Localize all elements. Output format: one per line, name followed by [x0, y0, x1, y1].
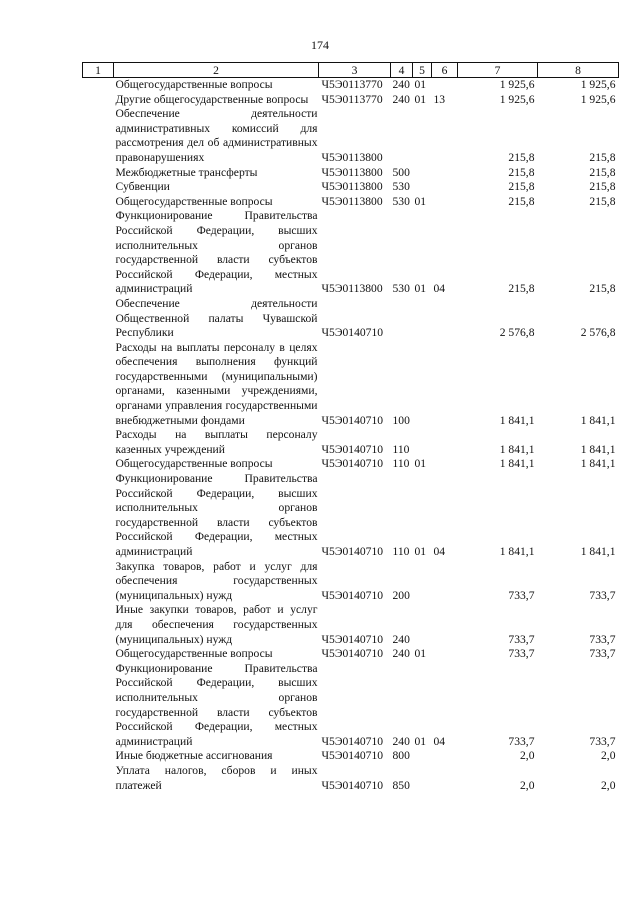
row-name-cell: Расходы на выплаты персоналу казенных учреждений: [115, 428, 318, 456]
row-name-cell: Обеспечение деятельности Общественной палаты Чувашской Республики: [115, 296, 318, 340]
row-name-cell: Общегосударственные вопросы: [115, 647, 273, 661]
row-number-cell: [83, 428, 114, 457]
row-value-7-cell: 1 841,1: [499, 545, 535, 558]
row-pr-cell: [432, 341, 458, 429]
row-name-cell: Субвенции: [115, 180, 170, 194]
row-code-cell: Ч5Э0113800: [321, 180, 383, 194]
row-number-cell: [83, 195, 114, 210]
row-name-cell: Иные закупки товаров, работ и услуг для обеспечения государственных (муниципальных) нужд: [115, 603, 318, 646]
column-header: 6: [432, 63, 458, 78]
row-value-7-cell: 215,8: [508, 194, 535, 208]
row-value-7-cell: 215,8: [508, 180, 535, 194]
row-rz-cell: [413, 180, 432, 195]
row-value-7-cell: 1 841,1: [499, 413, 535, 427]
row-rz-cell: [413, 764, 432, 793]
row-pr-cell: [432, 78, 458, 93]
table-row: [83, 107, 619, 165]
row-value-7-cell: 2,0: [520, 778, 535, 792]
row-pr-cell: 04: [433, 545, 446, 558]
table-header: [83, 63, 619, 78]
column-header: 1: [83, 63, 114, 78]
row-pr-cell: 13: [433, 92, 446, 106]
column-header: 8: [538, 63, 619, 78]
row-pr-cell: [432, 195, 458, 210]
row-code-cell: Ч5Э0140710: [321, 588, 384, 602]
row-value-8-cell: 2,0: [601, 778, 616, 792]
row-number-cell: [83, 764, 114, 793]
row-code-cell: Ч5Э0140710: [321, 413, 384, 427]
row-rz-cell: [413, 297, 432, 341]
row-value-8-cell: 733,7: [589, 632, 616, 646]
row-vr-cell: 530: [392, 180, 410, 194]
table-row: [83, 662, 619, 750]
column-header: 5: [413, 63, 432, 78]
row-number-cell: [83, 647, 114, 662]
table-row: [83, 749, 619, 764]
row-value-7-cell: 1 841,1: [499, 442, 535, 456]
row-rz-cell: [413, 428, 432, 457]
row-rz-cell: [413, 603, 432, 647]
row-value-8-cell: 2 576,8: [580, 326, 616, 340]
row-pr-cell: [432, 560, 458, 604]
row-vr-cell: 530: [392, 194, 410, 208]
row-value-8-cell: 1 841,1: [580, 442, 616, 456]
row-value-8-cell: 733,7: [589, 588, 616, 602]
row-rz-cell: 01: [414, 647, 427, 661]
column-header: 7: [458, 63, 538, 78]
row-code-cell: Ч5Э0113800: [321, 282, 383, 296]
row-name-cell: Другие общегосударственные вопросы: [115, 92, 309, 106]
column-header: 3: [319, 63, 391, 78]
row-name-cell: Иные бюджетные ассигнования: [115, 749, 273, 763]
row-value-8-cell: 215,8: [589, 180, 616, 194]
row-vr-cell: [391, 297, 413, 341]
row-value-8-cell: 1 841,1: [580, 545, 616, 558]
row-number-cell: [83, 472, 114, 560]
row-vr-cell: 240: [392, 632, 410, 646]
row-value-7-cell: 733,7: [508, 647, 535, 661]
row-code-cell: Ч5Э0113770: [321, 92, 383, 106]
row-value-8-cell: 733,7: [589, 734, 616, 748]
table-row: [83, 341, 619, 429]
row-rz-cell: 01: [414, 545, 427, 558]
table-body: [83, 78, 619, 794]
row-vr-cell: 850: [392, 778, 410, 792]
row-vr-cell: [391, 107, 413, 165]
row-pr-cell: [432, 107, 458, 165]
row-code-cell: Ч5Э0113800: [321, 150, 383, 164]
table-row: [83, 78, 619, 93]
table-row: [83, 647, 619, 662]
row-value-7-cell: 2 576,8: [499, 326, 535, 340]
table-row: [83, 93, 619, 108]
row-rz-cell: 01: [414, 457, 427, 471]
row-code-cell: Ч5Э0140710: [321, 632, 384, 646]
row-vr-cell: 110: [392, 457, 410, 471]
row-number-cell: [83, 107, 114, 165]
row-pr-cell: [432, 603, 458, 647]
row-code-cell: Ч5Э0113800: [321, 194, 383, 208]
row-vr-cell: 800: [392, 749, 410, 763]
row-rz-cell: [413, 166, 432, 181]
row-value-8-cell: 733,7: [589, 647, 616, 661]
row-name-cell: Функционирование Правительства Российской Федерации, высших исполнительных органов государственной власти субъектов Российской Федерации, местных администраций: [115, 661, 318, 748]
row-pr-cell: [432, 166, 458, 181]
row-code-cell: Ч5Э0140710: [321, 442, 384, 456]
row-code-cell: Ч5Э0140710: [321, 734, 384, 748]
row-number-cell: [83, 78, 114, 93]
row-number-cell: [83, 749, 114, 764]
row-name-cell: Функционирование Правительства Российской Федерации, высших исполнительных органов государственной власти субъектов Российской Федерации, местных администраций: [115, 209, 318, 296]
row-value-8-cell: 2,0: [601, 749, 616, 763]
row-vr-cell: 200: [392, 588, 410, 602]
table-row: [83, 166, 619, 181]
row-pr-cell: 04: [433, 734, 446, 748]
row-rz-cell: [413, 560, 432, 604]
row-value-7-cell: 215,8: [508, 282, 535, 296]
budget-table: [82, 62, 619, 793]
row-number-cell: [83, 166, 114, 181]
table-row: [83, 457, 619, 472]
row-number-cell: [83, 209, 114, 297]
row-code-cell: Ч5Э0140710: [321, 749, 384, 763]
row-vr-cell: 240: [392, 734, 410, 748]
row-value-7-cell: 215,8: [508, 150, 535, 164]
row-value-7-cell: 215,8: [508, 165, 535, 179]
row-rz-cell: [413, 107, 432, 165]
row-value-8-cell: 1 925,6: [580, 92, 616, 106]
column-header: 2: [114, 63, 319, 78]
row-name-cell: Функционирование Правительства Российской Федерации, высших исполнительных органов государственной власти субъектов Российской Федерации, местных администраций: [115, 472, 318, 558]
row-rz-cell: 01: [414, 194, 427, 208]
table-row: [83, 209, 619, 297]
row-name-cell: Общегосударственные вопросы: [115, 194, 273, 208]
row-code-cell: Ч5Э0140710: [321, 457, 384, 471]
row-number-cell: [83, 603, 114, 647]
row-vr-cell: 100: [392, 413, 410, 427]
row-code-cell: Ч5Э0113800: [321, 165, 383, 179]
row-rz-cell: 01: [414, 282, 427, 296]
row-number-cell: [83, 457, 114, 472]
row-pr-cell: [432, 428, 458, 457]
header-row: [83, 63, 619, 78]
row-code-cell: Ч5Э0140710: [321, 647, 384, 661]
row-rz-cell: 01: [414, 78, 427, 91]
row-name-cell: Обеспечение деятельности административных комиссий для рассмотрения дел об административных правонарушениях: [115, 107, 318, 164]
row-value-8-cell: 215,8: [589, 194, 616, 208]
row-code-cell: Ч5Э0140710: [321, 545, 384, 558]
row-value-7-cell: 1 841,1: [499, 457, 535, 471]
row-pr-cell: 04: [433, 282, 446, 296]
row-code-cell: Ч5Э0113770: [321, 78, 383, 91]
row-pr-cell: [432, 457, 458, 472]
row-code-cell: Ч5Э0140710: [321, 778, 384, 792]
table-row: [83, 195, 619, 210]
row-pr-cell: [432, 180, 458, 195]
row-value-8-cell: 215,8: [589, 165, 616, 179]
table-row: [83, 428, 619, 457]
row-value-8-cell: 1 925,6: [580, 78, 616, 91]
row-vr-cell: 500: [392, 165, 410, 179]
row-vr-cell: 240: [392, 647, 410, 661]
row-number-cell: [83, 93, 114, 108]
row-number-cell: [83, 560, 114, 604]
row-code-cell: Ч5Э0140710: [321, 326, 384, 340]
row-vr-cell: 110: [392, 442, 410, 456]
row-value-8-cell: 215,8: [589, 150, 616, 164]
row-pr-cell: [432, 647, 458, 662]
row-pr-cell: [432, 764, 458, 793]
row-value-7-cell: 733,7: [508, 734, 535, 748]
row-vr-cell: 240: [392, 78, 410, 91]
row-number-cell: [83, 662, 114, 750]
table-row: [83, 472, 619, 560]
row-number-cell: [83, 180, 114, 195]
row-name-cell: Уплата налогов, сборов и иных платежей: [115, 763, 318, 792]
row-name-cell: Межбюджетные трансферты: [115, 165, 258, 179]
row-rz-cell: [413, 749, 432, 764]
table-row: [83, 180, 619, 195]
table-row: [83, 560, 619, 604]
table-row: [83, 297, 619, 341]
row-value-7-cell: 733,7: [508, 632, 535, 646]
row-name-cell: Закупка товаров, работ и услуг для обеспечения государственных (муниципальных) нужд: [115, 559, 318, 602]
table-row: [83, 603, 619, 647]
row-number-cell: [83, 341, 114, 429]
row-value-7-cell: 1 925,6: [499, 92, 535, 106]
row-rz-cell: 01: [414, 734, 427, 748]
row-value-7-cell: 1 925,6: [499, 78, 535, 91]
row-value-8-cell: 215,8: [589, 282, 616, 296]
row-value-7-cell: 733,7: [508, 588, 535, 602]
row-name-cell: Расходы на выплаты персоналу в целях обеспечения выполнения функций государственными (муниципальными) органами, казенными учреждениями, органами управления государственными внебюджетными фондами: [115, 340, 318, 427]
row-rz-cell: 01: [414, 92, 427, 106]
column-header: 4: [391, 63, 413, 78]
row-name-cell: Общегосударственные вопросы: [115, 457, 273, 471]
row-name-cell: Общегосударственные вопросы: [115, 78, 273, 91]
row-vr-cell: 240: [392, 92, 410, 106]
row-rz-cell: [413, 341, 432, 429]
row-number-cell: [83, 297, 114, 341]
row-value-8-cell: 1 841,1: [580, 413, 616, 427]
row-value-8-cell: 1 841,1: [580, 457, 616, 471]
row-vr-cell: 110: [392, 545, 410, 558]
row-pr-cell: [432, 749, 458, 764]
table-row: [83, 764, 619, 793]
row-pr-cell: [432, 297, 458, 341]
page-number: 174: [311, 38, 329, 52]
row-vr-cell: 530: [392, 282, 410, 296]
row-value-7-cell: 2,0: [520, 749, 535, 763]
